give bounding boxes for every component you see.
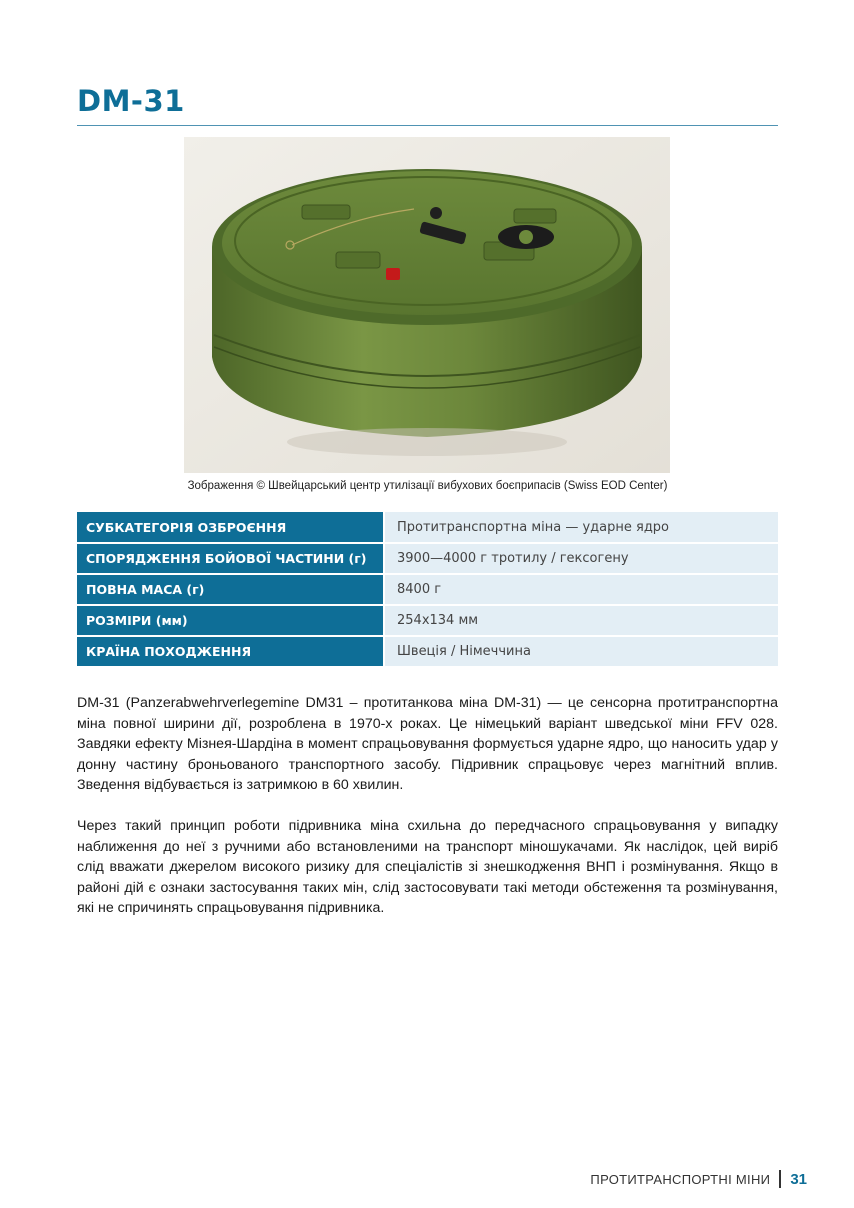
spec-value: 8400 г [384,574,778,605]
paragraph: Через такий принцип роботи підривника міна схильна до передчасного спрацьовування у випадку наближення до неї з ручними або встановленими на транспорт міношукачами. Як наслідок, цей виріб слід вважати джерелом високого ризику для спеціалістів зі знешкодження ВНП і розмінування. Якщо в районі дій є ознаки застосування таких мін, слід застосовувати такі методи обстеження та розмінування, які не спричинять спрацьовування підривника. [77,817,778,917]
spec-value: 3900—4000 г тротилу / гексогену [384,543,778,574]
mine-photo [184,137,670,473]
spec-label: СПОРЯДЖЕННЯ БОЙОВОЇ ЧАСТИНИ (г) [77,543,384,574]
page-number: 31 [790,1170,807,1188]
page-footer [590,1170,807,1188]
title-divider [77,125,778,126]
footer-divider [779,1170,781,1188]
table-row [77,636,778,667]
page-title: DM-31 [77,84,185,118]
table-row [77,543,778,574]
spec-value: 254х134 мм [384,605,778,636]
spec-value: Протитранспортна міна — ударне ядро [384,512,778,543]
spec-label: КРАЇНА ПОХОДЖЕННЯ [77,636,384,667]
spec-label: СУБКАТЕГОРІЯ ОЗБРОЄННЯ [77,512,384,543]
paragraph: DM-31 (Panzerabwehrverlegemine DM31 – протитанкова міна DM-31) — це сенсорна протитранспортна міна повної ширини дії, розроблена в 1970-х роках. Це німецький варіант шведської міни FFV 028. Завдяки ефекту Мізнея-Шардіна в момент спрацьовування формується ударне ядро, що наносить удар у донну частину броньованого транспортного засобу. Підривник спрацьовує через магнітний вплив. Зведення відбувається із затримкою в 60 хвилин. [77,695,778,794]
spec-label: РОЗМІРИ (мм) [77,605,384,636]
spec-table [77,512,778,668]
table-row [77,574,778,605]
table-row [77,512,778,543]
photo-caption: Зображення © Швейцарський центр утилізації вибухових боєприпасів (Swiss EOD Center) [187,480,668,492]
spec-value: Швеція / Німеччина [384,636,778,667]
table-row [77,605,778,636]
footer-section-title: ПРОТИТРАНСПОРТНІ МІНИ [590,1171,771,1187]
body-text [77,693,778,939]
spec-label: ПОВНА МАСА (г) [77,574,384,605]
